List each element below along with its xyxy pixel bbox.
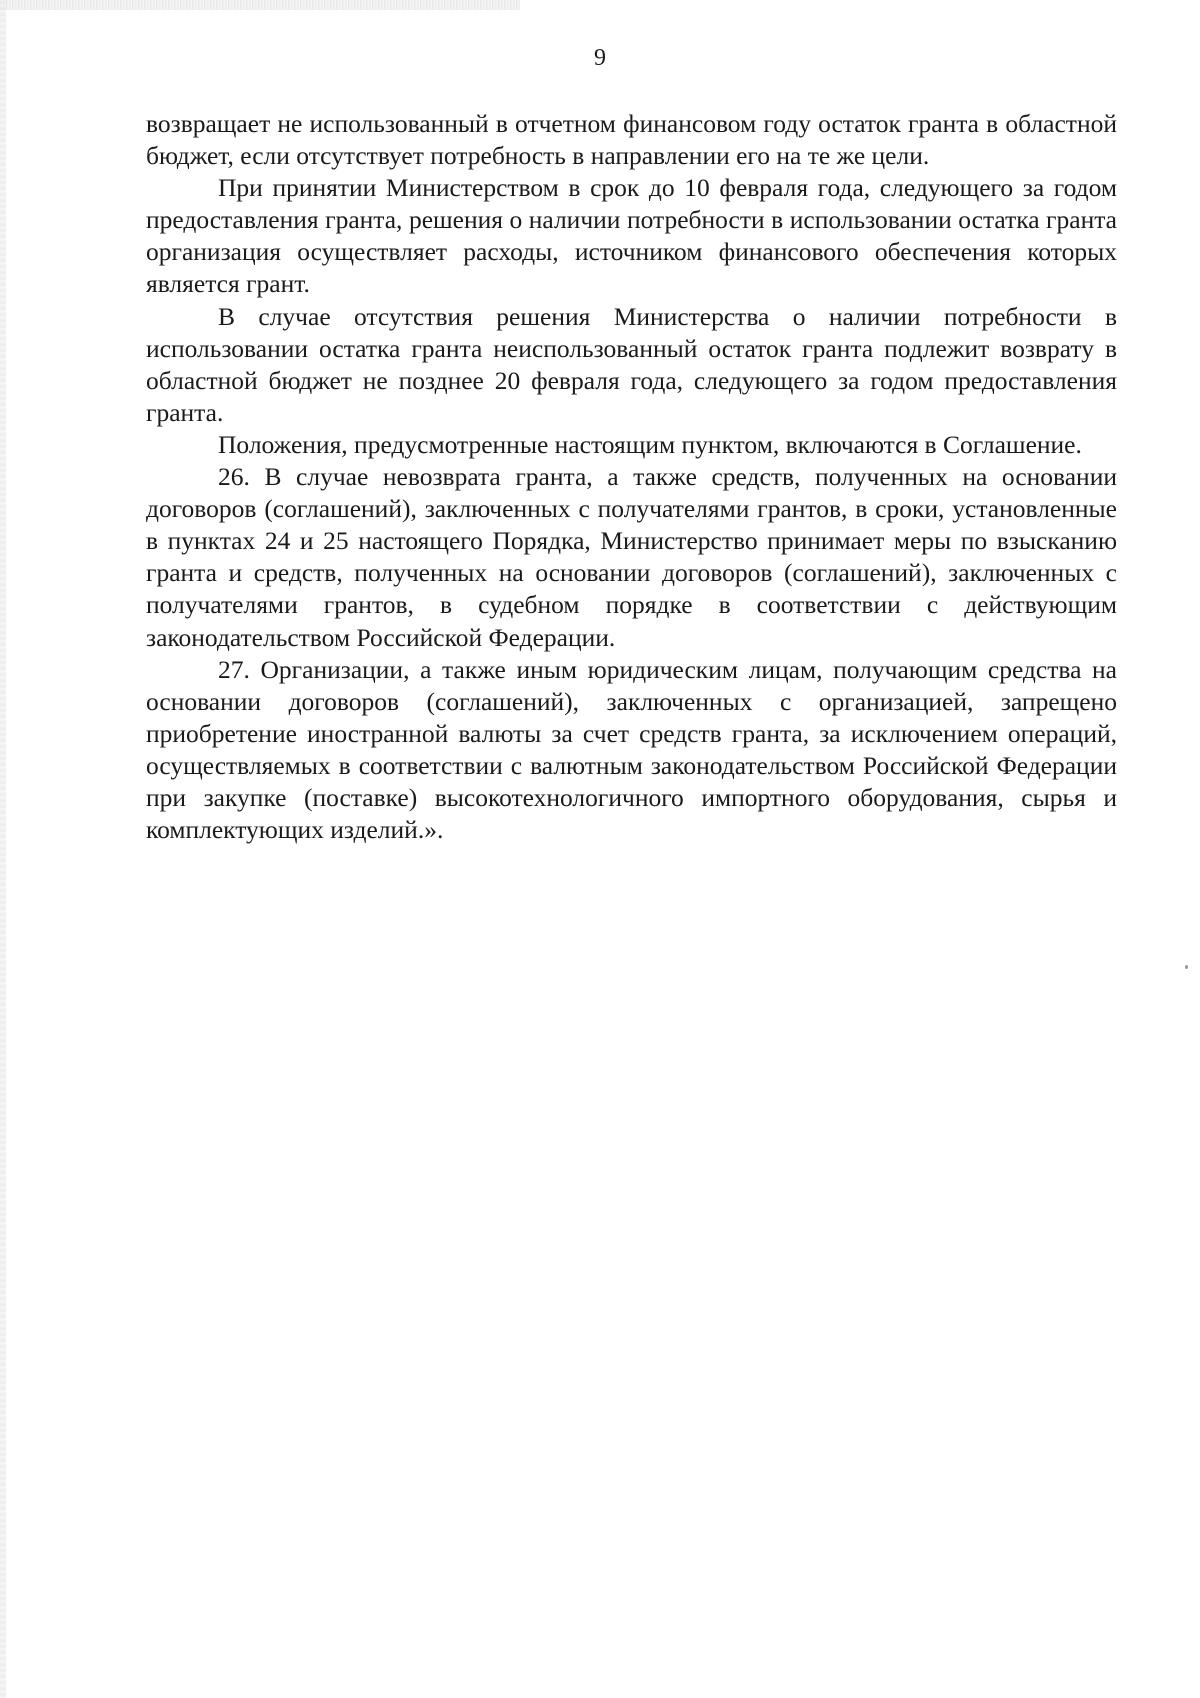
page-number: 9 <box>594 45 606 71</box>
scan-edge-top <box>0 0 520 10</box>
paragraph-item-26: 26. В случае невозврата гранта, а также средств, полученных на основании договоров (соглашений), заключенных с получателями грантов, в сроки, установленные в пунктах 24 и 25 настоящего Порядка, Министерство принимает меры по взысканию гранта и средств, полученных на основании договоров (соглашений), заключенных с получателями грантов, в судебном порядке в соответствии с действующим законодательством Российской Федерации. <box>146 462 1117 652</box>
paragraph-item-27: 27. Организации, а также иным юридическим лицам, получающим средства на основании договоров (соглашений), заключенных с организацией, запрещено приобретение иностранной валюты за счет средств гранта, за исключением операций, осуществляемых в соответствии с валютным законодательством Российской Федерации при закупке (поставке) высокотехнологичного импортного оборудования, сырья и комплектующих изделий.». <box>146 654 1117 845</box>
scan-speck <box>1185 965 1188 969</box>
paragraph-no-decision-return: В случае отсутствия решения Министерства о наличии потребности в использовании остатка гранта неиспользованный остаток гранта подлежит возврату в областной бюджет не позднее 20 февраля года, следующего за годом предоставления гранта. <box>146 301 1117 427</box>
paragraph-ministry-decision: При принятии Министерством в срок до 10 февраля года, следующего за годом предоставления гранта, решения о наличии потребности в использовании остатка гранта организация осуществляет расходы, источником финансового обеспечения которых является грант. <box>146 173 1117 299</box>
document-body <box>146 108 1117 846</box>
paragraph-agreement-provisions: Положения, предусмотренные настоящим пунктом, включаются в Соглашение. <box>218 429 1082 459</box>
paragraph-continuation: возвращает не использованный в отчетном финансовом году остаток гранта в областной бюджет, если отсутствует потребность в направлении его на те же цели. <box>146 109 1117 171</box>
scan-edge-left <box>0 0 6 1698</box>
